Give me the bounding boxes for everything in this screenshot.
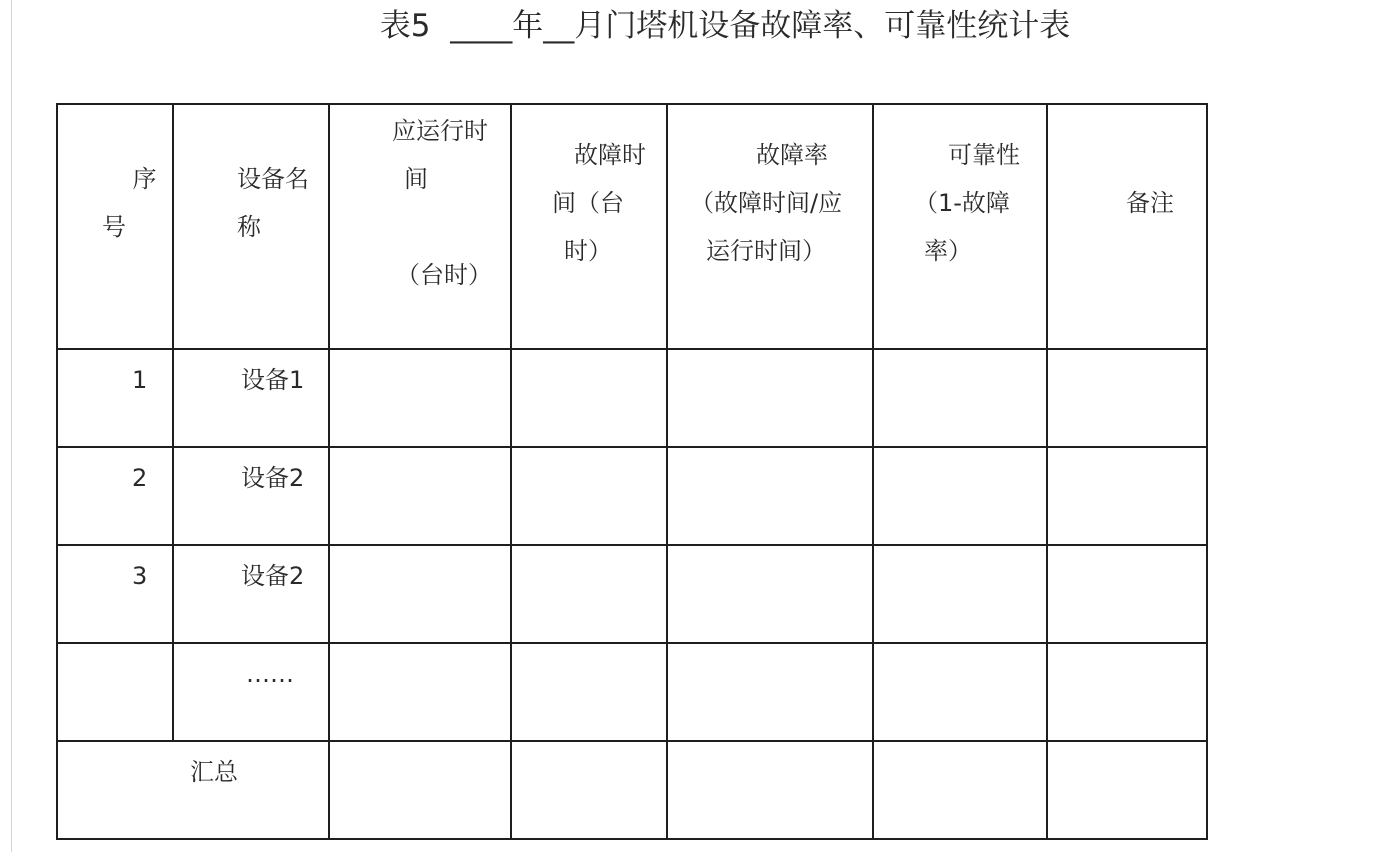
summary-fault-hours-cell (511, 741, 667, 839)
table-title: 表5 ____年__月门塔机设备故障率、可靠性统计表 (379, 8, 1071, 44)
header-cell-scheduled-hours (329, 104, 511, 349)
header-serial-line-1: 序 (102, 165, 157, 193)
summary-remarks-cell (1047, 741, 1207, 839)
row-serial-value: 2 (132, 464, 148, 492)
header-cell-device-name (173, 104, 329, 349)
header-serial-line-2: 号 (102, 213, 126, 241)
table-row (57, 447, 1207, 545)
statistics-table (56, 103, 1208, 840)
row-remarks-cell (1047, 349, 1207, 447)
row-reliability-cell (873, 349, 1047, 447)
row-remarks-cell (1047, 545, 1207, 643)
row-device-name-value: 设备1 (241, 366, 305, 394)
row-device-name-value: …… (246, 660, 294, 688)
row-scheduled-hours-cell (329, 545, 511, 643)
summary-row (57, 741, 1207, 839)
row-fault-hours-cell (511, 643, 667, 741)
table-row (57, 545, 1207, 643)
header-remarks: 备注 (1126, 189, 1174, 217)
header-cell-reliability (873, 104, 1047, 349)
row-device-name-value: 设备2 (241, 464, 305, 492)
row-reliability-cell (873, 447, 1047, 545)
row-device-name-cell (173, 349, 329, 447)
header-cell-fault-hours (511, 104, 667, 349)
table-row (57, 643, 1207, 741)
row-serial-cell (57, 349, 173, 447)
row-fault-hours-cell (511, 349, 667, 447)
summary-scheduled-hours-cell (329, 741, 511, 839)
row-serial-cell (57, 447, 173, 545)
row-serial-value: 1 (132, 366, 148, 394)
header-row (57, 104, 1207, 349)
header-cell-serial (57, 104, 173, 349)
row-scheduled-hours-cell (329, 447, 511, 545)
row-reliability-cell (873, 643, 1047, 741)
header-scheduled-hours-line-3: （台时） (396, 261, 492, 289)
row-fault-rate-cell (667, 447, 873, 545)
header-device-name-line-1: 设备名 (237, 165, 309, 193)
header-scheduled-hours-line-1: 应运行时 (392, 117, 488, 145)
row-fault-rate-cell (667, 545, 873, 643)
row-fault-rate-cell (667, 643, 873, 741)
row-reliability-cell (873, 545, 1047, 643)
header-scheduled-hours-line-2: 间 (404, 165, 428, 193)
row-fault-rate-cell (667, 349, 873, 447)
summary-label-cell (57, 741, 329, 839)
row-serial-cell (57, 643, 173, 741)
row-remarks-cell (1047, 643, 1207, 741)
header-fault-rate-line-2: （故障时间/应 (690, 189, 843, 217)
row-serial-cell (57, 545, 173, 643)
header-device-name-line-2: 称 (237, 213, 261, 241)
row-device-name-value: 设备2 (241, 562, 305, 590)
row-scheduled-hours-cell (329, 349, 511, 447)
table-row (57, 349, 1207, 447)
row-device-name-cell (173, 643, 329, 741)
row-serial-value: 3 (132, 562, 148, 590)
page-left-border (11, 0, 12, 852)
row-fault-hours-cell (511, 545, 667, 643)
header-fault-rate-line-1: 故障率 (756, 141, 828, 169)
row-remarks-cell (1047, 447, 1207, 545)
header-fault-hours-line-3: 时） (564, 237, 612, 265)
row-scheduled-hours-cell (329, 643, 511, 741)
row-device-name-cell (173, 545, 329, 643)
header-fault-rate-line-3: 运行时间） (706, 237, 826, 265)
row-device-name-cell (173, 447, 329, 545)
summary-label: 汇总 (190, 758, 238, 786)
header-cell-remarks (1047, 104, 1207, 349)
header-fault-hours-line-2: 间（台 (552, 189, 624, 217)
header-reliability-line-2: （1-故障 (914, 189, 1010, 217)
row-fault-hours-cell (511, 447, 667, 545)
header-reliability-line-3: 率） (924, 237, 972, 265)
header-reliability-line-1: 可靠性 (948, 141, 1020, 169)
header-cell-fault-rate (667, 104, 873, 349)
summary-reliability-cell (873, 741, 1047, 839)
summary-fault-rate-cell (667, 741, 873, 839)
header-fault-hours-line-1: 故障时 (574, 141, 646, 169)
